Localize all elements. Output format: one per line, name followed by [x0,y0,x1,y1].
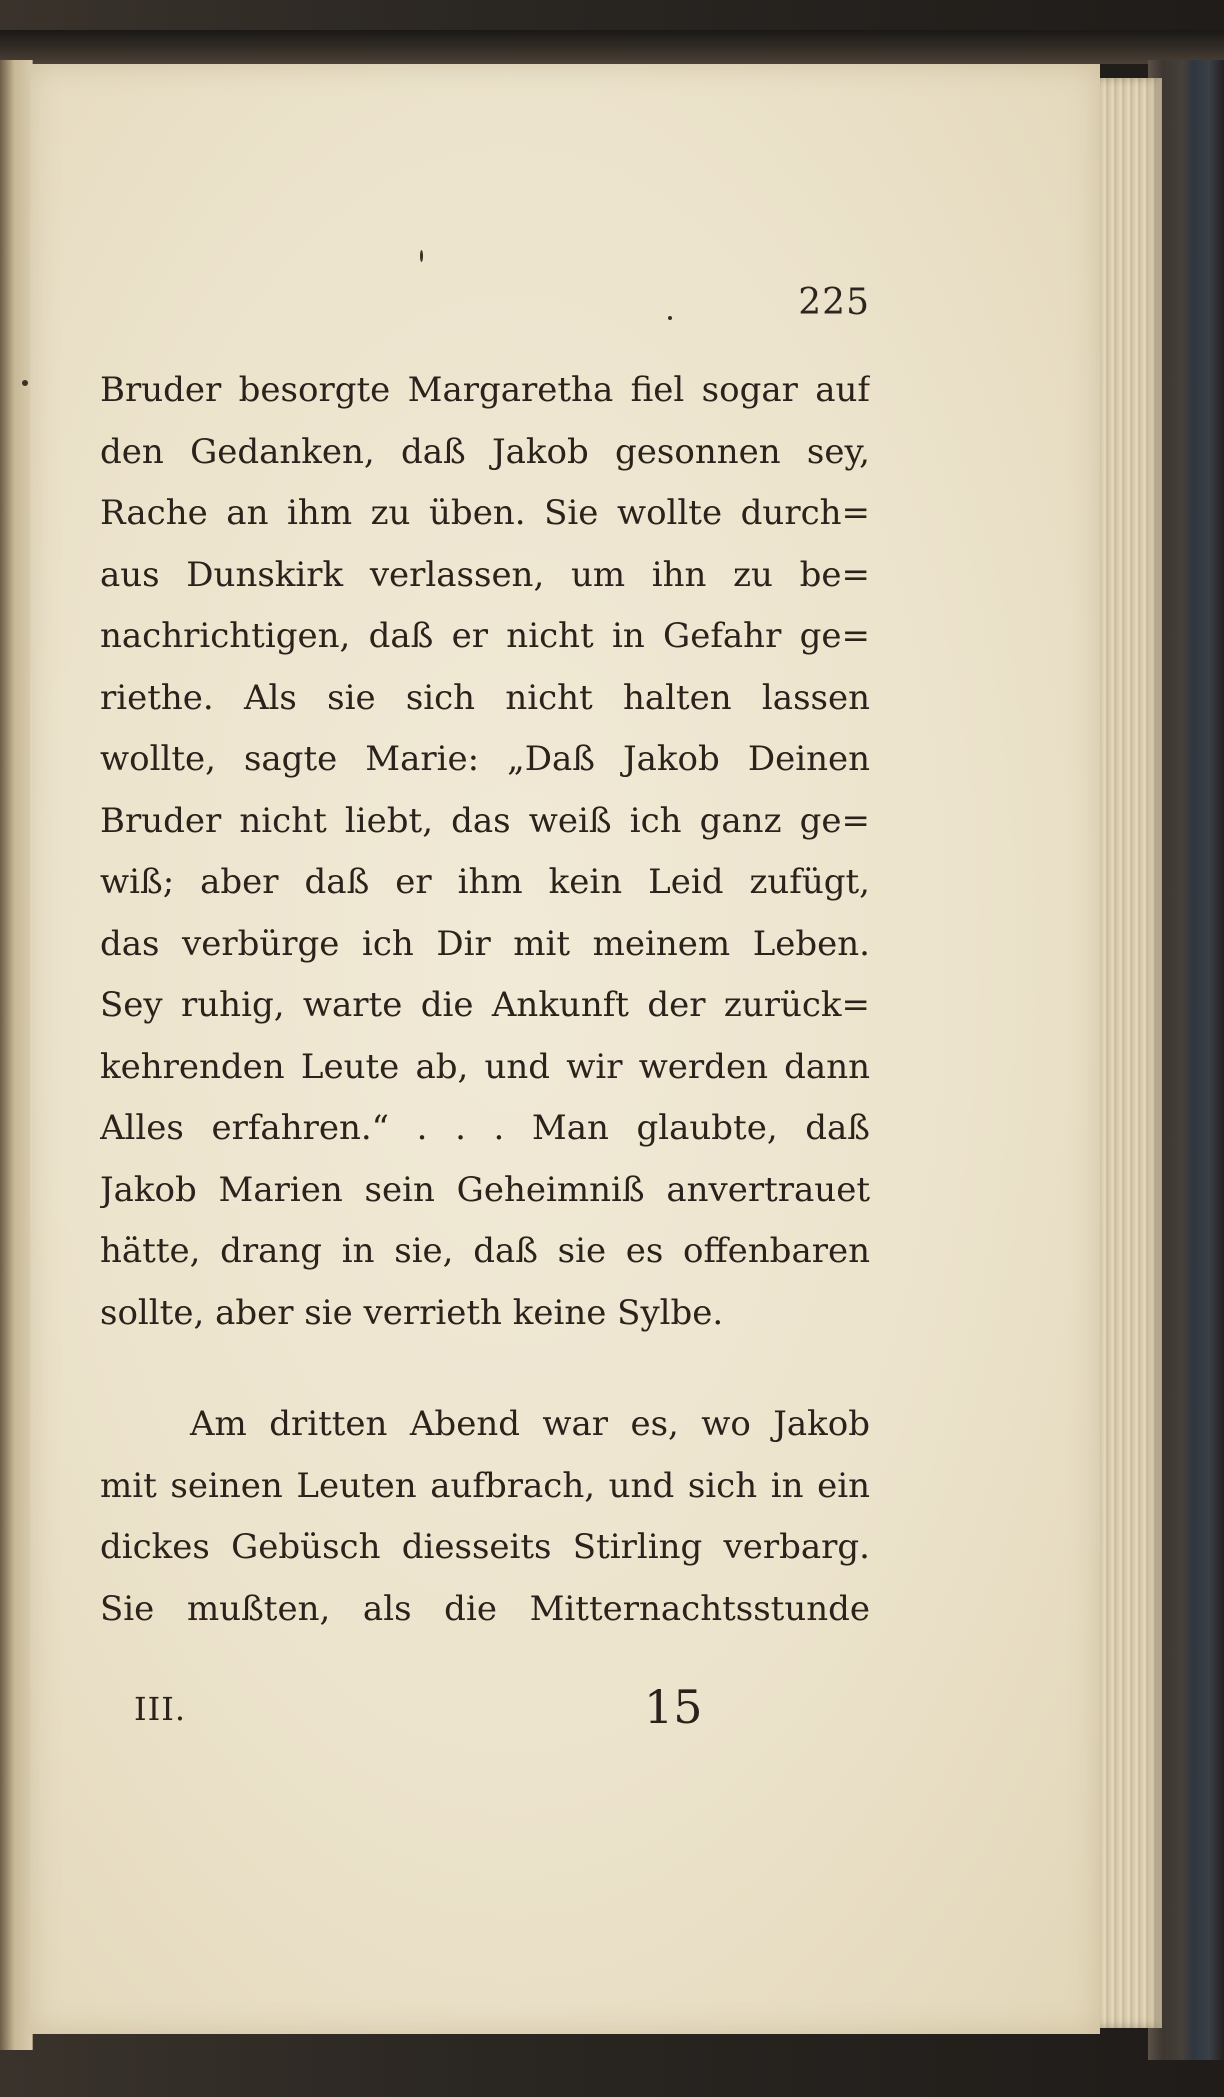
paper-speck [668,316,672,320]
text-line: aus Dunskirk verlassen, um ihn zu be= [100,554,870,595]
text-line: wollte, sagte Marie: „Daß Jakob Deinen [100,739,870,779]
text-line: dickes Gebüsch diesseits Stirling verbarg. [100,1527,870,1567]
text-line: sollte, aber sie verrieth keine Sylbe. [100,1292,724,1333]
text-line: hätte, drang in sie, daß sie es offenbaren [100,1231,870,1271]
text-line: riethe. Als sie sich nicht halten lassen [100,677,870,718]
book-top-edge [0,30,1224,64]
paper-speck [22,380,28,386]
text-line: mit seinen Leuten aufbrach, und sich in ein [100,1465,870,1506]
text-line: Am dritten Abend war es, wo Jakob [190,1404,870,1444]
text-line: Bruder besorgte Margaretha fiel sogar auf [100,370,870,410]
previous-page-edge [0,60,33,2050]
page-footer [134,1680,734,1740]
text-line: Alles erfahren.“ . . . Man glaubte, daß [100,1108,870,1148]
text-line: Bruder nicht liebt, das weiß ich ganz ge= [100,800,870,841]
text-line: kehrenden Leute ab, und wir werden dann [100,1046,870,1087]
sheet-number: 15 [644,1680,703,1734]
text-line: das verbürge ich Dir mit meinem Leben. [100,923,870,964]
text-line: Jakob Marien sein Geheimniß anvertrauet [100,1169,870,1210]
text-line: den Gedanken, daß Jakob gesonnen sey, [100,431,870,472]
page-text [100,360,870,1640]
text-line: Rache an ihm zu üben. Sie wollte durch= [100,493,870,533]
text-line: wiß; aber daß er ihm kein Leid zufügt, [100,862,870,902]
text-line: nachrichtigen, daß er nicht in Gefahr ge= [100,616,870,656]
page-stack-edges [1092,78,1162,2028]
page-number: 225 [798,282,870,323]
text-line: Sey ruhig, warte die Ankunft der zurück= [100,985,870,1025]
text-line: Sie mußten, als die Mitternachtsstunde [100,1588,870,1629]
signature-mark: III. [134,1690,187,1728]
paper-speck [420,250,423,262]
paragraph-gap [100,1344,870,1394]
